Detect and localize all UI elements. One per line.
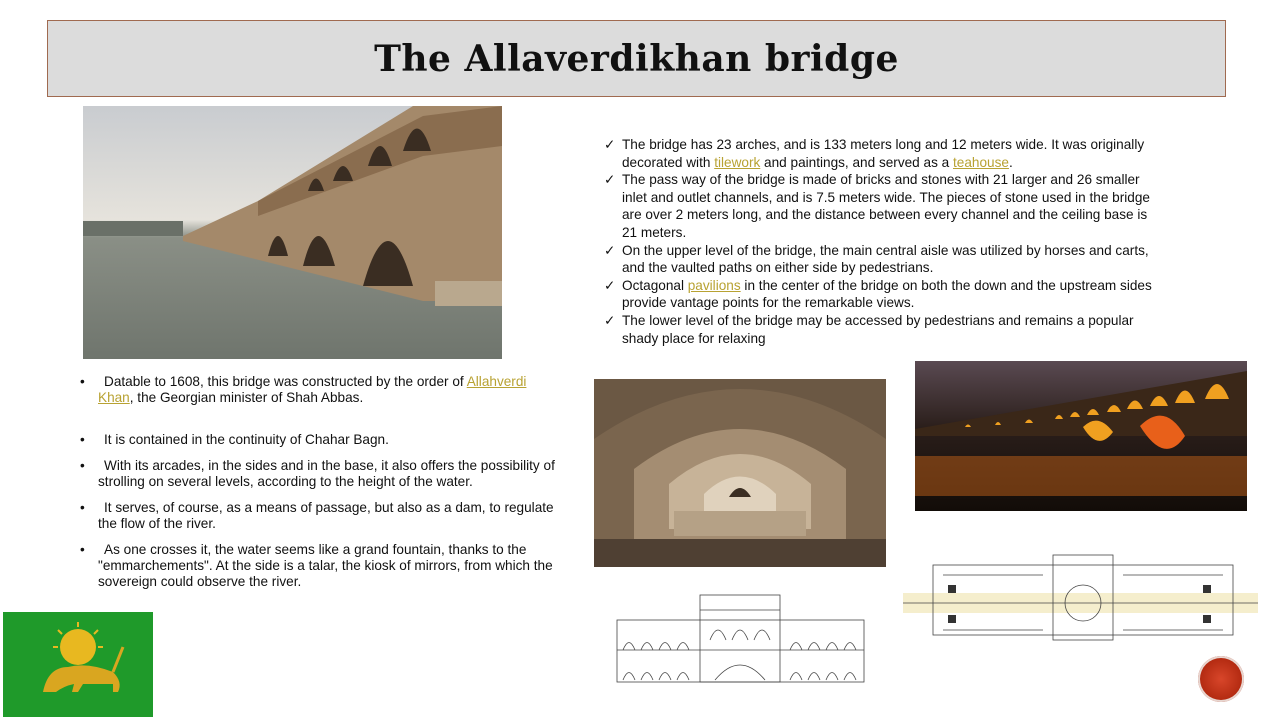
right-check-list	[604, 136, 1164, 347]
text: Datable to 1608, this bridge was constructed by the order of	[104, 374, 467, 389]
list-item	[604, 136, 1164, 171]
text: .	[1008, 154, 1013, 170]
text: With its arcades, in the sides and in the base, it also offers the possibility of strolling on several levels, according to the height of the water.	[98, 458, 555, 489]
bullet-icon: •	[80, 458, 85, 473]
text: It is contained in the continuity of Chahar Bagn.	[104, 432, 389, 447]
text: in the center of the bridge on both the down and the upstream sides provide vantage points for the remarkable views.	[622, 277, 1152, 311]
list-item	[80, 500, 560, 532]
bridge-night-photo	[915, 361, 1247, 511]
bridge-day-photo	[83, 106, 502, 359]
bullet-icon: •	[80, 542, 85, 557]
allahverdi-khan-link[interactable]: Allahverdi Khan	[98, 374, 527, 405]
list-item	[604, 171, 1164, 241]
check-icon: ✓	[604, 242, 616, 258]
bullet-icon: •	[80, 374, 85, 389]
record-button[interactable]	[1198, 656, 1244, 702]
page-title: The Allaverdikhan bridge	[374, 37, 899, 80]
arcade-interior-photo	[594, 379, 886, 567]
list-item	[604, 277, 1164, 312]
list-item	[80, 374, 560, 406]
bullet-icon: •	[80, 432, 85, 447]
text: It serves, of course, as a means of passage, but also as a dam, to regulate the flow of the river.	[98, 500, 554, 531]
text: As one crosses it, the water seems like a grand fountain, thanks to the "emmarchements". At the side is a talar, the kiosk of mirrors, from which the sovereign could observe the river.	[98, 542, 553, 589]
lion-and-sun-emblem	[3, 612, 153, 717]
title-box	[47, 20, 1226, 97]
text: The pass way of the bridge is made of bricks and stones with 21 larger and 26 smaller inlet and outlet channels, and is 7.5 meters wide. The pieces of stone used in the bridge are over 2 meters long, and the distance between every channel and the ceiling base is 21 meters.	[622, 172, 1150, 240]
list-item	[80, 432, 560, 448]
list-item	[604, 312, 1164, 347]
text: Octagonal	[622, 277, 688, 293]
list-item	[80, 458, 560, 490]
text: , the Georgian minister of Shah Abbas.	[129, 390, 364, 405]
left-bullet-list	[80, 374, 560, 600]
pavilions-link[interactable]: pavilions	[687, 277, 741, 293]
list-item	[604, 242, 1164, 277]
bridge-elevation-drawing	[615, 580, 866, 684]
check-icon: ✓	[604, 277, 616, 293]
check-icon: ✓	[604, 137, 616, 152]
list-item	[80, 542, 560, 590]
teahouse-link[interactable]: teahouse	[953, 154, 1009, 170]
tilework-link[interactable]: tilework	[714, 154, 761, 170]
text: On the upper level of the bridge, the main central aisle was utilized by horses and carts, and the vaulted paths on either side by pedestrians.	[622, 242, 1149, 276]
check-icon: ✓	[604, 312, 616, 328]
text: and paintings, and served as a	[760, 154, 953, 170]
bullet-icon: •	[80, 500, 85, 515]
bridge-plan-drawing	[903, 545, 1258, 650]
check-icon: ✓	[604, 172, 616, 188]
text: The bridge has 23 arches, and is 133 meters long and 12 meters wide. It was originally decorated with	[622, 137, 1145, 170]
text: The lower level of the bridge may be accessed by pedestrians and remains a popular shady place for relaxing	[622, 312, 1134, 346]
